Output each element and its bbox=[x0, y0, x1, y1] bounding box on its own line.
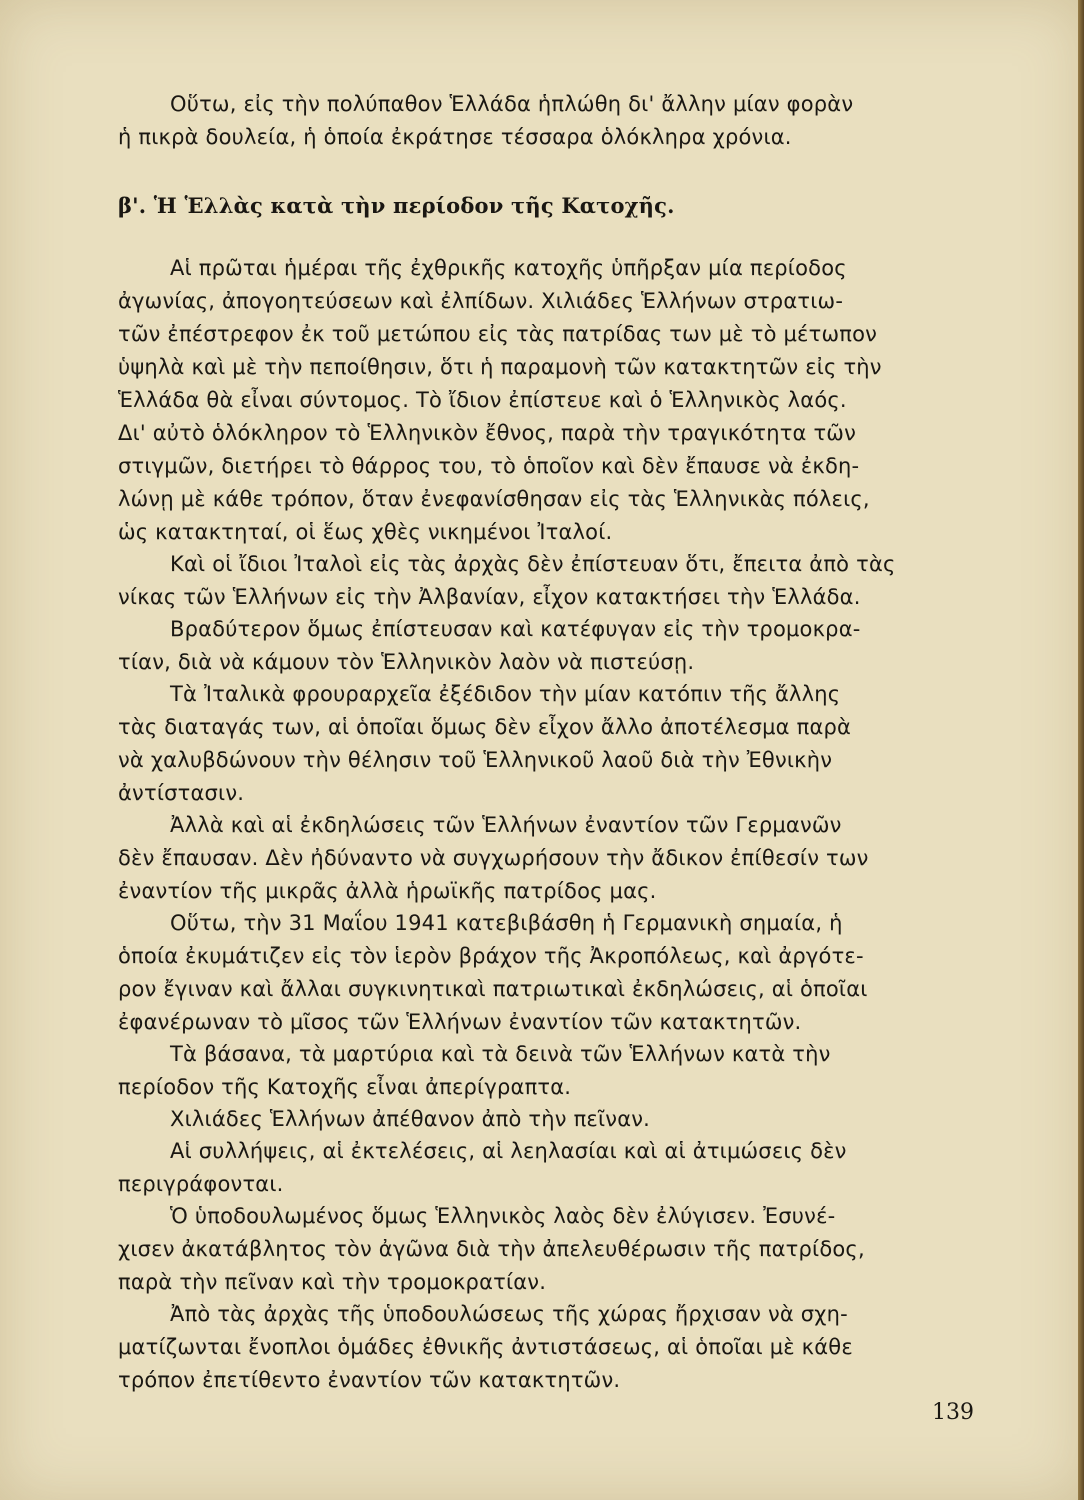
text-line: ρον ἔγιναν καὶ ἄλλαι συγκινητικαὶ πατριωτικαὶ ἐκδηλώσεις, αἱ ὁποῖαι bbox=[118, 977, 868, 1001]
section-heading: β'. Ἡ Ἑλλὰς κατὰ τὴν περίοδον τῆς Κατοχῆς. bbox=[118, 193, 675, 218]
text-line: Χιλιάδες Ἑλλήνων ἀπέθανον ἀπὸ τὴν πεῖναν. bbox=[170, 1107, 651, 1131]
text-line: λώνῃ μὲ κάθε τρόπον, ὅταν ἐνεφανίσθησαν εἰς τὰς Ἑλληνικὰς πόλεις, bbox=[118, 487, 870, 511]
text-line: Καὶ οἱ ἴδιοι Ἰταλοὶ εἰς τὰς ἀρχὰς δὲν ἐπίστευαν ὅτι, ἔπειτα ἀπὸ τὰς bbox=[170, 552, 896, 576]
text-line: ματίζωνται ἔνοπλοι ὁμάδες ἐθνικῆς ἀντιστάσεως, αἱ ὁποῖαι μὲ κάθε bbox=[118, 1335, 853, 1359]
text-line: ἀντίστασιν. bbox=[118, 781, 245, 805]
text-line: στιγμῶν, διετήρει τὸ θάρρος του, τὸ ὁποῖον καὶ δὲν ἔπαυσε νὰ ἐκδη- bbox=[118, 454, 860, 478]
text-line: Τὰ βάσανα, τὰ μαρτύρια καὶ τὰ δεινὰ τῶν Ἑλλήνων κατὰ τὴν bbox=[170, 1042, 831, 1066]
text-line: παρὰ τὴν πεῖναν καὶ τὴν τρομοκρατίαν. bbox=[118, 1270, 547, 1294]
text-line: ὑψηλὰ καὶ μὲ τὴν πεποίθησιν, ὅτι ἡ παραμονὴ τῶν κατακτητῶν εἰς τὴν bbox=[118, 355, 882, 379]
text-line: ὡς κατακτηταί, οἱ ἕως χθὲς νικημένοι Ἰταλοί. bbox=[118, 520, 613, 544]
intro-line: ἡ πικρὰ δουλεία, ἡ ὁποία ἐκράτησε τέσσαρα ὁλόκληρα χρόνια. bbox=[118, 125, 792, 149]
text-line: Ὁ ὑποδουλωμένος ὅμως Ἑλληνικὸς λαὸς δὲν ἐλύγισεν. Ἐσυνέ- bbox=[170, 1204, 836, 1228]
text-line: τίαν, διὰ νὰ κάμουν τὸν Ἑλληνικὸν λαὸν νὰ πιστεύσῃ. bbox=[118, 650, 695, 674]
text-line: νὰ χαλυβδώνουν τὴν θέλησιν τοῦ Ἑλληνικοῦ λαοῦ διὰ τὴν Ἐθνικὴν bbox=[118, 748, 833, 772]
text-line: νίκας τῶν Ἑλλήνων εἰς τὴν Ἀλβανίαν, εἶχον κατακτήσει τὴν Ἑλλάδα. bbox=[118, 585, 861, 609]
text-line: Αἱ πρῶται ἡμέραι τῆς ἐχθρικῆς κατοχῆς ὑπῆρξαν μία περίοδος bbox=[170, 256, 847, 280]
text-line: δὲν ἔπαυσαν. Δὲν ἠδύναντο νὰ συγχωρήσουν τὴν ἄδικον ἐπίθεσίν των bbox=[118, 846, 869, 870]
text-line: ἀγωνίας, ἀπογοητεύσεων καὶ ἐλπίδων. Χιλιάδες Ἑλλήνων στρατιω- bbox=[118, 289, 844, 313]
intro-line: Οὕτω, εἰς τὴν πολύπαθον Ἑλλάδα ἡπλώθη δι' ἄλλην μίαν φορὰν bbox=[170, 92, 854, 116]
text-line: Αἱ συλλήψεις, αἱ ἐκτελέσεις, αἱ λεηλασίαι καὶ αἱ ἀτιμώσεις δὲν bbox=[170, 1139, 847, 1163]
page-edge bbox=[1078, 0, 1084, 1500]
text-line: τὰς διαταγάς των, αἱ ὁποῖαι ὅμως δὲν εἶχον ἄλλο ἀποτέλεσμα παρὰ bbox=[118, 715, 852, 739]
text-line: τῶν ἐπέστρεφον ἐκ τοῦ μετώπου εἰς τὰς πατρίδας των μὲ τὸ μέτωπον bbox=[118, 322, 878, 346]
text-line: τρόπον ἐπετίθεντο ἐναντίον τῶν κατακτητῶν. bbox=[118, 1368, 621, 1392]
text-line: Βραδύτερον ὅμως ἐπίστευσαν καὶ κατέφυγαν εἰς τὴν τρομοκρα- bbox=[170, 617, 861, 641]
text-line: περίοδον τῆς Κατοχῆς εἶναι ἀπερίγραπτα. bbox=[118, 1075, 572, 1099]
text-line: περιγράφονται. bbox=[118, 1172, 284, 1196]
text-line: Δι' αὐτὸ ὁλόκληρον τὸ Ἑλληνικὸν ἔθνος, παρὰ τὴν τραγικότητα τῶν bbox=[118, 421, 857, 445]
text-line: ἐφανέρωναν τὸ μῖσος τῶν Ἑλλήνων ἐναντίον τῶν κατακτητῶν. bbox=[118, 1010, 802, 1034]
text-line: ἐναντίον τῆς μικρᾶς ἀλλὰ ἡρωϊκῆς πατρίδος μας. bbox=[118, 879, 657, 903]
text-line: Ἀλλὰ καὶ αἱ ἐκδηλώσεις τῶν Ἑλλήνων ἐναντίον τῶν Γερμανῶν bbox=[170, 813, 842, 837]
text-line: ὁποία ἐκυμάτιζεν εἰς τὸν ἱερὸν βράχον τῆς Ἀκροπόλεως, καὶ ἀργότε- bbox=[118, 944, 864, 968]
text-line: Ἑλλάδα θὰ εἶναι σύντομος. Τὸ ἴδιον ἐπίστευε καὶ ὁ Ἑλληνικὸς λαός. bbox=[118, 388, 847, 412]
text-line: χισεν ἀκατάβλητος τὸν ἀγῶνα διὰ τὴν ἀπελευθέρωσιν τῆς πατρίδος, bbox=[118, 1237, 865, 1261]
text-line: Τὰ Ἰταλικὰ φρουραρχεῖα ἐξέδιδον τὴν μίαν κατόπιν τῆς ἄλλης bbox=[170, 682, 841, 706]
text-line: Ἀπὸ τὰς ἀρχὰς τῆς ὑποδουλώσεως τῆς χώρας ἤρχισαν νὰ σχη- bbox=[170, 1302, 848, 1326]
text-line: Οὕτω, τὴν 31 Μαΐου 1941 κατεβιβάσθη ἡ Γερμανικὴ σημαία, ἡ bbox=[170, 911, 843, 935]
page-number: 139 bbox=[932, 1400, 974, 1425]
